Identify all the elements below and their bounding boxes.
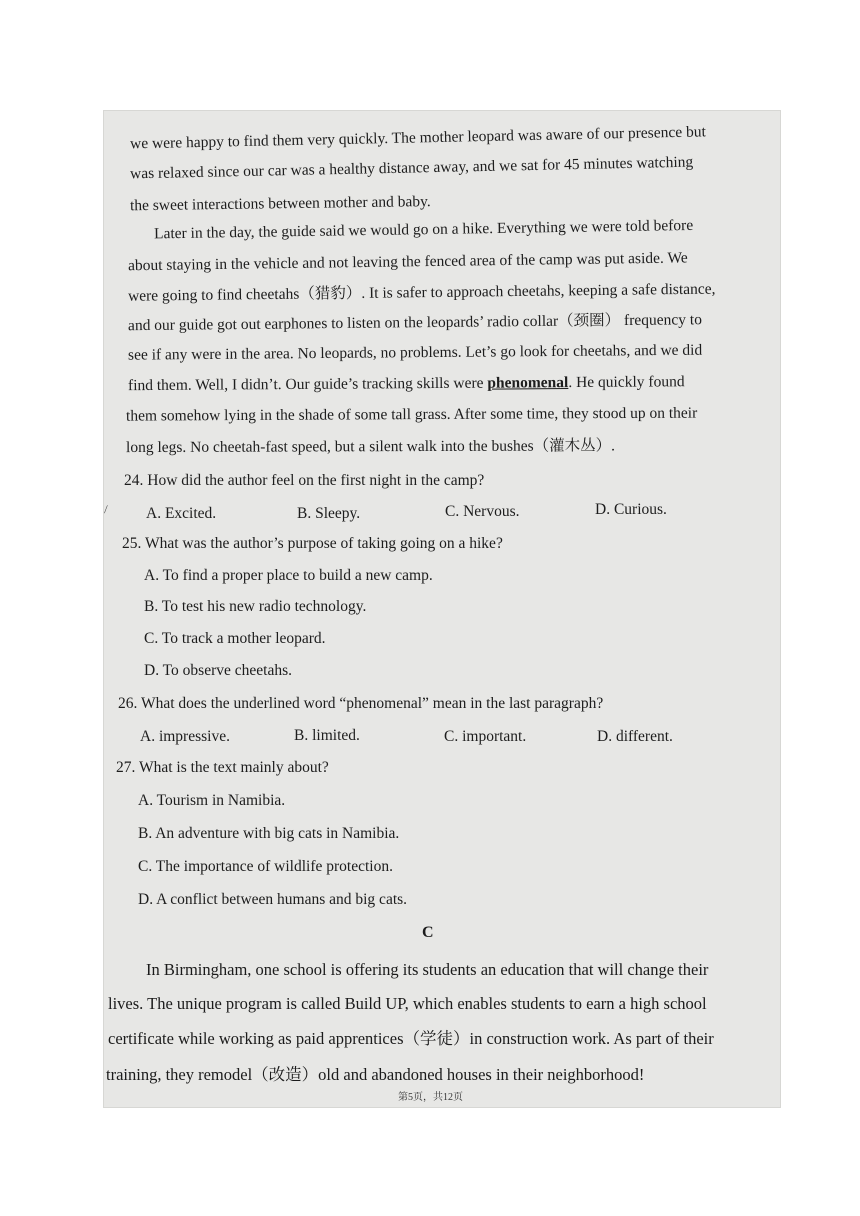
passage-line: In Birmingham, one school is offering its students an education that will change their <box>146 960 709 979</box>
passage-line: and our guide got out earphones to listen on the leopards’ radio collar（颈圈） frequency to <box>127 311 702 335</box>
option: B. Sleepy. <box>297 505 361 522</box>
option: A. To find a proper place to build a new camp. <box>144 567 433 584</box>
option: B. limited. <box>294 727 360 744</box>
passage-line-with-underline <box>128 372 740 396</box>
option: A. Tourism in Namibia. <box>138 792 286 809</box>
option: D. To observe cheetahs. <box>144 662 292 679</box>
passage-line: see if any were in the area. No leopards, no problems. Let’s go look for cheetahs, and we did <box>127 341 703 364</box>
passage-line: them somehow lying in the shade of some tall grass. After some time, they stood up on their <box>125 404 698 425</box>
question-stem: 26. What does the underlined word “phenomenal” mean in the last paragraph? <box>118 695 604 712</box>
option: A. impressive. <box>140 728 230 745</box>
option: B. To test his new radio technology. <box>144 598 367 615</box>
option: C. The importance of wildlife protection. <box>138 858 393 875</box>
passage-line: certificate while working as paid apprentices（学徒）in construction work. As part of their <box>108 1029 714 1048</box>
passage-line: were going to find cheetahs（猎豹）. It is safer to approach cheetahs, keeping a safe distance, <box>127 280 716 305</box>
option: D. different. <box>597 728 673 745</box>
question-stem: 27. What is the text mainly about? <box>116 759 329 776</box>
question-stem: 24. How did the author feel on the first night in the camp? <box>124 472 485 489</box>
option: D. Curious. <box>595 501 667 518</box>
section-heading: C <box>422 924 434 941</box>
option: A. Excited. <box>146 505 217 522</box>
passage-line: about staying in the vehicle and not leaving the fenced area of the camp was put aside. We <box>127 249 688 275</box>
option: C. important. <box>444 728 527 745</box>
page-number: 第5页，共12页 <box>398 1092 463 1103</box>
passage-line: was relaxed since our car was a healthy distance away, and we sat for 45 minutes watching <box>129 153 694 183</box>
option: C. To track a mother leopard. <box>144 630 326 647</box>
underlined-word: phenomenal <box>487 374 569 392</box>
passage-text: . He quickly found <box>568 373 685 392</box>
question-stem: 25. What was the author’s purpose of taking going on a hike? <box>122 535 503 552</box>
passage-line: lives. The unique program is called Build UP, which enables students to earn a high school <box>108 994 707 1013</box>
passage-line: the sweet interactions between mother and baby. <box>129 193 431 215</box>
option: D. A conflict between humans and big cats. <box>138 891 408 908</box>
option: B. An adventure with big cats in Namibia. <box>138 825 400 842</box>
passage-line: Later in the day, the guide said we would go on a hike. Everything we were told before <box>153 216 694 243</box>
passage-line: training, they remodel（改造）old and abandoned houses in their neighborhood! <box>106 1065 645 1084</box>
passage-line: long legs. No cheetah-fast speed, but a silent walk into the bushes（灌木丛）. <box>125 437 616 457</box>
passage-line: we were happy to find them very quickly. The mother leopard was aware of our presence but <box>129 123 706 153</box>
pen-mark: \ <box>100 502 112 516</box>
passage-text: find them. Well, I didn’t. Our guide’s tracking skills were <box>127 374 488 395</box>
option: C. Nervous. <box>445 503 520 520</box>
